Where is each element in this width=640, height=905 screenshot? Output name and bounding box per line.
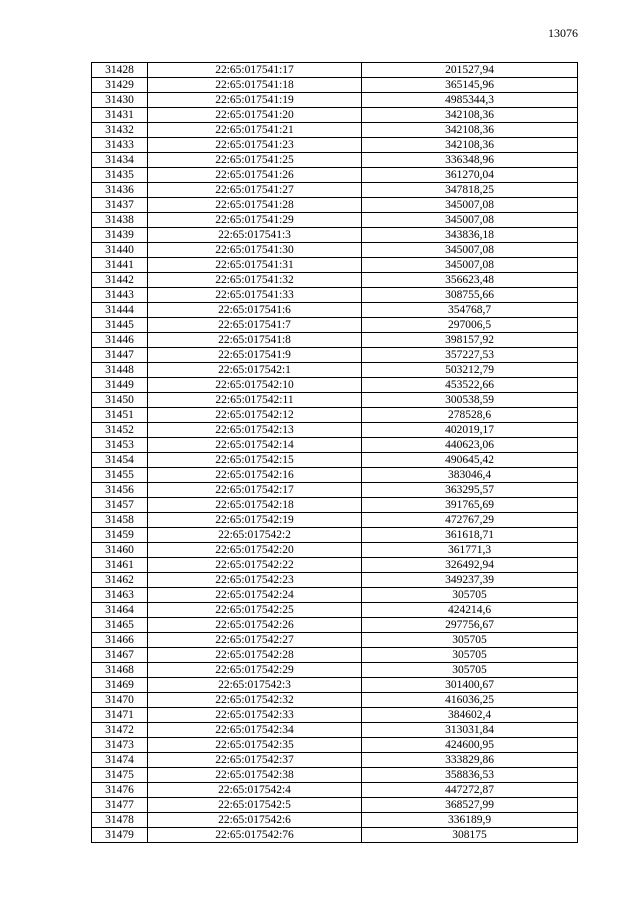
value-cell: 336189,9: [362, 813, 578, 828]
table-row: [92, 393, 578, 408]
row-number-cell: 31436: [92, 183, 148, 198]
cadastral-number-cell: 22:65:017542:1: [148, 363, 362, 378]
row-number-cell: 31428: [92, 63, 148, 78]
table-row: [92, 813, 578, 828]
value-cell: 402019,17: [362, 423, 578, 438]
row-number-cell: 31472: [92, 723, 148, 738]
cadastral-number-cell: 22:65:017541:17: [148, 63, 362, 78]
table-row: [92, 288, 578, 303]
value-cell: 336348,96: [362, 153, 578, 168]
value-cell: 4985344,3: [362, 93, 578, 108]
table-row: [92, 93, 578, 108]
cadastral-number-cell: 22:65:017542:14: [148, 438, 362, 453]
cadastral-number-cell: 22:65:017541:26: [148, 168, 362, 183]
row-number-cell: 31444: [92, 303, 148, 318]
row-number-cell: 31454: [92, 453, 148, 468]
table-row: [92, 228, 578, 243]
value-cell: 416036,25: [362, 693, 578, 708]
table-row: [92, 603, 578, 618]
value-cell: 424214,6: [362, 603, 578, 618]
cadastral-number-cell: 22:65:017542:6: [148, 813, 362, 828]
row-number-cell: 31471: [92, 708, 148, 723]
value-cell: 308755,66: [362, 288, 578, 303]
cadastral-number-cell: 22:65:017542:28: [148, 648, 362, 663]
table-row: [92, 798, 578, 813]
row-number-cell: 31456: [92, 483, 148, 498]
row-number-cell: 31469: [92, 678, 148, 693]
value-cell: 383046,4: [362, 468, 578, 483]
cadastral-number-cell: 22:65:017542:16: [148, 468, 362, 483]
table-row: [92, 168, 578, 183]
value-cell: 342108,36: [362, 123, 578, 138]
cadastral-number-cell: 22:65:017541:9: [148, 348, 362, 363]
value-cell: 363295,57: [362, 483, 578, 498]
cadastral-number-cell: 22:65:017542:10: [148, 378, 362, 393]
row-number-cell: 31478: [92, 813, 148, 828]
cadastral-number-cell: 22:65:017542:18: [148, 498, 362, 513]
table-row: [92, 558, 578, 573]
row-number-cell: 31464: [92, 603, 148, 618]
row-number-cell: 31470: [92, 693, 148, 708]
table-row: [92, 543, 578, 558]
table-row: [92, 513, 578, 528]
row-number-cell: 31455: [92, 468, 148, 483]
table-row: [92, 663, 578, 678]
table-row: [92, 453, 578, 468]
value-cell: 361618,71: [362, 528, 578, 543]
table-row: [92, 573, 578, 588]
value-cell: 326492,94: [362, 558, 578, 573]
value-cell: 345007,08: [362, 198, 578, 213]
table-row: [92, 243, 578, 258]
row-number-cell: 31465: [92, 618, 148, 633]
table-body: [92, 63, 578, 843]
value-cell: 278528,6: [362, 408, 578, 423]
row-number-cell: 31457: [92, 498, 148, 513]
value-cell: 349237,39: [362, 573, 578, 588]
row-number-cell: 31466: [92, 633, 148, 648]
value-cell: 313031,84: [362, 723, 578, 738]
page-number: 13076: [548, 26, 578, 40]
row-number-cell: 31479: [92, 828, 148, 843]
table-row: [92, 363, 578, 378]
cadastral-number-cell: 22:65:017542:15: [148, 453, 362, 468]
value-cell: 305705: [362, 633, 578, 648]
cadastral-number-cell: 22:65:017542:32: [148, 693, 362, 708]
row-number-cell: 31459: [92, 528, 148, 543]
value-cell: 361270,04: [362, 168, 578, 183]
row-number-cell: 31439: [92, 228, 148, 243]
table-row: [92, 588, 578, 603]
value-cell: 297006,5: [362, 318, 578, 333]
table-row: [92, 693, 578, 708]
table-row: [92, 258, 578, 273]
cadastral-number-cell: 22:65:017542:37: [148, 753, 362, 768]
table-row: [92, 123, 578, 138]
row-number-cell: 31438: [92, 213, 148, 228]
cadastral-number-cell: 22:65:017542:29: [148, 663, 362, 678]
cadastral-number-cell: 22:65:017542:38: [148, 768, 362, 783]
table-row: [92, 213, 578, 228]
table-row: [92, 78, 578, 93]
table-row: [92, 768, 578, 783]
row-number-cell: 31458: [92, 513, 148, 528]
value-cell: 365145,96: [362, 78, 578, 93]
row-number-cell: 31452: [92, 423, 148, 438]
table-row: [92, 108, 578, 123]
value-cell: 361771,3: [362, 543, 578, 558]
cadastral-number-cell: 22:65:017542:4: [148, 783, 362, 798]
value-cell: 358836,53: [362, 768, 578, 783]
value-cell: 345007,08: [362, 243, 578, 258]
value-cell: 345007,08: [362, 258, 578, 273]
value-cell: 347818,25: [362, 183, 578, 198]
cadastral-number-cell: 22:65:017541:19: [148, 93, 362, 108]
cadastral-number-cell: 22:65:017541:30: [148, 243, 362, 258]
row-number-cell: 31429: [92, 78, 148, 93]
cadastral-number-cell: 22:65:017542:12: [148, 408, 362, 423]
table-row: [92, 303, 578, 318]
value-cell: 503212,79: [362, 363, 578, 378]
row-number-cell: 31442: [92, 273, 148, 288]
row-number-cell: 31430: [92, 93, 148, 108]
cadastral-number-cell: 22:65:017542:17: [148, 483, 362, 498]
row-number-cell: 31450: [92, 393, 148, 408]
cadastral-number-cell: 22:65:017541:18: [148, 78, 362, 93]
cadastral-number-cell: 22:65:017542:34: [148, 723, 362, 738]
cadastral-number-cell: 22:65:017541:6: [148, 303, 362, 318]
row-number-cell: 31433: [92, 138, 148, 153]
value-cell: 308175: [362, 828, 578, 843]
row-number-cell: 31473: [92, 738, 148, 753]
cadastral-number-cell: 22:65:017542:33: [148, 708, 362, 723]
row-number-cell: 31445: [92, 318, 148, 333]
row-number-cell: 31441: [92, 258, 148, 273]
row-number-cell: 31451: [92, 408, 148, 423]
row-number-cell: 31449: [92, 378, 148, 393]
value-cell: 301400,67: [362, 678, 578, 693]
value-cell: 490645,42: [362, 453, 578, 468]
value-cell: 201527,94: [362, 63, 578, 78]
table-row: [92, 618, 578, 633]
row-number-cell: 31460: [92, 543, 148, 558]
value-cell: 424600,95: [362, 738, 578, 753]
value-cell: 300538,59: [362, 393, 578, 408]
table-row: [92, 828, 578, 843]
table-row: [92, 753, 578, 768]
row-number-cell: 31443: [92, 288, 148, 303]
cadastral-number-cell: 22:65:017541:29: [148, 213, 362, 228]
row-number-cell: 31435: [92, 168, 148, 183]
table-row: [92, 183, 578, 198]
table-row: [92, 498, 578, 513]
value-cell: 398157,92: [362, 333, 578, 348]
table-row: [92, 528, 578, 543]
table-row: [92, 423, 578, 438]
cadastral-number-cell: 22:65:017542:13: [148, 423, 362, 438]
value-cell: 342108,36: [362, 138, 578, 153]
row-number-cell: 31476: [92, 783, 148, 798]
table-row: [92, 408, 578, 423]
cadastral-number-cell: 22:65:017542:24: [148, 588, 362, 603]
cadastral-number-cell: 22:65:017541:7: [148, 318, 362, 333]
value-cell: 384602,4: [362, 708, 578, 723]
value-cell: 297756,67: [362, 618, 578, 633]
cadastral-number-cell: 22:65:017542:27: [148, 633, 362, 648]
table-row: [92, 138, 578, 153]
cadastral-number-cell: 22:65:017541:20: [148, 108, 362, 123]
cadastral-number-cell: 22:65:017542:19: [148, 513, 362, 528]
table-row: [92, 648, 578, 663]
table-row: [92, 378, 578, 393]
row-number-cell: 31434: [92, 153, 148, 168]
cadastral-number-cell: 22:65:017542:20: [148, 543, 362, 558]
value-cell: 453522,66: [362, 378, 578, 393]
table-row: [92, 273, 578, 288]
cadastral-number-cell: 22:65:017541:33: [148, 288, 362, 303]
table-row: [92, 783, 578, 798]
value-cell: 391765,69: [362, 498, 578, 513]
table-row: [92, 318, 578, 333]
value-cell: 357227,53: [362, 348, 578, 363]
row-number-cell: 31461: [92, 558, 148, 573]
row-number-cell: 31463: [92, 588, 148, 603]
row-number-cell: 31448: [92, 363, 148, 378]
cadastral-number-cell: 22:65:017541:27: [148, 183, 362, 198]
cadastral-number-cell: 22:65:017541:8: [148, 333, 362, 348]
table-row: [92, 633, 578, 648]
cadastral-number-cell: 22:65:017541:32: [148, 273, 362, 288]
value-cell: 472767,29: [362, 513, 578, 528]
value-cell: 354768,7: [362, 303, 578, 318]
cadastral-number-cell: 22:65:017542:3: [148, 678, 362, 693]
row-number-cell: 31446: [92, 333, 148, 348]
row-number-cell: 31474: [92, 753, 148, 768]
cadastral-number-cell: 22:65:017542:22: [148, 558, 362, 573]
value-cell: 345007,08: [362, 213, 578, 228]
cadastral-number-cell: 22:65:017541:23: [148, 138, 362, 153]
cadastral-number-cell: 22:65:017542:2: [148, 528, 362, 543]
value-cell: 368527,99: [362, 798, 578, 813]
table-row: [92, 63, 578, 78]
value-cell: 342108,36: [362, 108, 578, 123]
row-number-cell: 31447: [92, 348, 148, 363]
row-number-cell: 31440: [92, 243, 148, 258]
cadastral-number-cell: 22:65:017542:35: [148, 738, 362, 753]
table-row: [92, 198, 578, 213]
row-number-cell: 31468: [92, 663, 148, 678]
table-row: [92, 738, 578, 753]
value-cell: 333829,86: [362, 753, 578, 768]
value-cell: 356623,48: [362, 273, 578, 288]
cadastral-number-cell: 22:65:017542:11: [148, 393, 362, 408]
value-cell: 447272,87: [362, 783, 578, 798]
table-row: [92, 438, 578, 453]
value-cell: 440623,06: [362, 438, 578, 453]
table-row: [92, 678, 578, 693]
table-row: [92, 153, 578, 168]
table-row: [92, 708, 578, 723]
table-row: [92, 483, 578, 498]
row-number-cell: 31453: [92, 438, 148, 453]
cadastral-number-cell: 22:65:017541:21: [148, 123, 362, 138]
row-number-cell: 31475: [92, 768, 148, 783]
cadastral-number-cell: 22:65:017541:28: [148, 198, 362, 213]
cadastral-number-cell: 22:65:017541:31: [148, 258, 362, 273]
row-number-cell: 31462: [92, 573, 148, 588]
row-number-cell: 31477: [92, 798, 148, 813]
cadastral-number-cell: 22:65:017542:26: [148, 618, 362, 633]
row-number-cell: 31431: [92, 108, 148, 123]
cadastral-number-cell: 22:65:017542:76: [148, 828, 362, 843]
row-number-cell: 31467: [92, 648, 148, 663]
row-number-cell: 31437: [92, 198, 148, 213]
cadastral-number-cell: 22:65:017542:5: [148, 798, 362, 813]
table-row: [92, 723, 578, 738]
table-row: [92, 348, 578, 363]
row-number-cell: 31432: [92, 123, 148, 138]
value-cell: 305705: [362, 648, 578, 663]
data-table: [91, 62, 578, 843]
cadastral-number-cell: 22:65:017541:25: [148, 153, 362, 168]
value-cell: 343836,18: [362, 228, 578, 243]
cadastral-number-cell: 22:65:017541:3: [148, 228, 362, 243]
value-cell: 305705: [362, 663, 578, 678]
table-row: [92, 468, 578, 483]
value-cell: 305705: [362, 588, 578, 603]
cadastral-number-cell: 22:65:017542:23: [148, 573, 362, 588]
cadastral-number-cell: 22:65:017542:25: [148, 603, 362, 618]
table-row: [92, 333, 578, 348]
